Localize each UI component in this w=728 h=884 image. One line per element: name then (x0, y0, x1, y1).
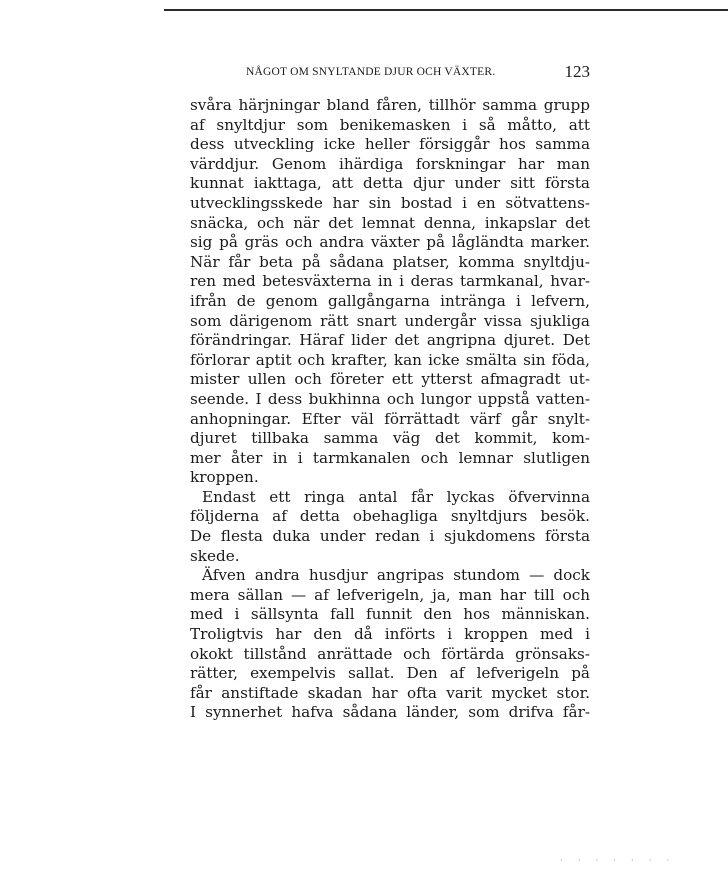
text-line: När får beta på sådana platser, komma snyltdju- (190, 252, 590, 271)
text-line: anhopningar. Efter väl förrättadt värf går snylt- (190, 409, 590, 428)
text-line: I synnerhet hafva sådana länder, som drifva får- (190, 703, 590, 722)
text-line: Troligtvis har den då införts i kroppen med i (190, 625, 590, 644)
text-line: Äfven andra husdjur angripas stundom — dock (202, 566, 590, 585)
text-line: mister ullen och företer ett ytterst afmagradt ut- (190, 370, 590, 389)
top-rule (164, 9, 728, 11)
running-title: NÅGOT OM SNYLTANDE DJUR OCH VÄXTER. (246, 66, 496, 78)
page-number: 123 (564, 62, 590, 81)
text-line: som därigenom rätt snart undergår vissa sjukliga (190, 311, 590, 330)
text-line: seende. I dess bukhinna och lungor uppstå vatten- (190, 389, 590, 408)
text-line: förlorar aptit och krafter, kan icke smälta sin föda, (190, 350, 590, 369)
page-header (190, 62, 590, 84)
text-line: med i sällsynta fall funnit den hos människan. (190, 605, 590, 624)
scan-artifact-marks: · · · · · · · (560, 856, 676, 866)
text-line: skede. (190, 546, 240, 565)
text-line: dess utveckling icke heller försiggår hos samma (190, 135, 590, 154)
body-text (190, 96, 590, 723)
text-line: Endast ett ringa antal får lyckas öfvervinna (202, 487, 590, 506)
text-line: snäcka, och när det lemnat denna, inkapslar det (190, 213, 590, 232)
text-line: ifrån de genom gallgångarna intränga i lefvern, (190, 291, 590, 310)
text-line: får anstiftade skadan har ofta varit mycket stor. (190, 683, 590, 702)
text-line: värddjur. Genom ihärdiga forskningar har man (190, 154, 590, 173)
text-line: ren med betesväxterna in i deras tarmkanal, hvar- (190, 272, 590, 291)
text-line: svåra härjningar bland fåren, tillhör samma grupp (190, 96, 590, 114)
text-line: mera sällan — af lefverigeln, ja, man har till och (190, 585, 590, 604)
text-line: mer åter in i tarmkanalen och lemnar slutligen (190, 448, 590, 467)
text-line: djuret tillbaka samma väg det kommit, kom- (190, 429, 590, 448)
text-line: sig på gräs och andra växter på lågländta marker. (190, 233, 590, 252)
text-line: kunnat iakttaga, att detta djur under sitt första (190, 174, 590, 193)
text-line: kroppen. (190, 468, 259, 487)
text-line: De flesta duka under redan i sjukdomens första (190, 527, 590, 546)
text-line: af snyltdjur som benikemasken i så måtto, att (190, 115, 590, 134)
text-line: förändringar. Häraf lider det angripna djuret. Det (190, 331, 590, 350)
text-line: följderna af detta obehagliga snyltdjurs besök. (190, 507, 590, 526)
text-line: rätter, exempelvis sallat. Den af lefverigeln på (190, 664, 590, 683)
text-line: utvecklingsskede har sin bostad i en sötvattens- (190, 193, 590, 212)
text-line: okokt tillstånd anrättade och förtärda grönsaks- (190, 644, 590, 663)
